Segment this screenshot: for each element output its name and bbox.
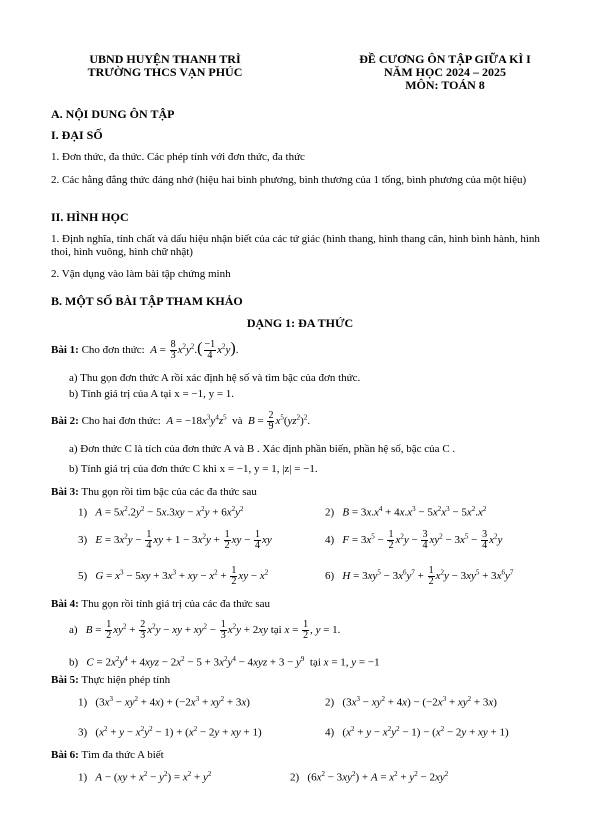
algebra-item-1: 1. Đơn thức, đa thức. Các phép tính với đơn thức, đa thức (51, 151, 305, 163)
exercise-2-b: b) Tính giá trị của đơn thức C khi x = −1, y = 1, |z| = −1. (69, 463, 318, 475)
exercise-5-3: 3) $(x^2 + y - x^2y^2 - 1) + (x^2 - 2y$ + xy + 1) (78, 725, 262, 739)
geometry-title: II. HÌNH HỌC (51, 210, 129, 224)
exercise-4-b: b) $C = 2x^2y^4 + 4xyz - 2x^2 - 5 + 3x^2y^4 - 4xyz + 3 - y^9$ tại x = 1, y = −1 (69, 655, 380, 669)
exercise-1-b: b) Tính giá trị của A tại x = −1, y = 1. (69, 388, 235, 400)
exercise-6-1: 1) $A - (xy + x^2 - y^2) = x^2 + y^2$ (78, 770, 212, 784)
exercise-4: Bài 4: Thu gọn rồi tính giá trị của các đa thức sau (51, 598, 270, 610)
section-b-title: B. MỘT SỐ BÀI TẬP THAM KHẢO (51, 294, 243, 308)
exercise-3-4: 4) $F = 3x^5$ − $\frac{1}{2}$ $x^2y$ − $\frac{3}{4}$ $xy^2 - 3x^5$ − $\frac{3}{4}$ $x^2y$ (325, 529, 503, 551)
exercise-1: Bài 1: Cho đơn thức: A = $\frac{8}{3}$ $x^2y^2$.( $\frac{-1}{4}$ $x^2y$). (51, 339, 239, 361)
exercise-5: Bài 5: Thực hiện phép tính (51, 674, 171, 686)
school-year: NĂM HỌC 2024 – 2025 (384, 65, 506, 79)
exercise-2-a: a) Đơn thức C là tích của đơn thức A và B . Xác định phần biến, phần hệ số, bậc của C . (69, 443, 456, 455)
exercise-1-a: a) Thu gọn đơn thức A rồi xác định hệ số và tìm bậc của đơn thức. (69, 372, 361, 384)
form-1-title: DẠNG 1: ĐA THỨC (246, 316, 354, 330)
exercise-5-4: 4) $(x^2 + y - x^2y^2 - 1) - (x^2 - 2y$ + xy + 1) (325, 725, 509, 739)
section-a-title: A. NỘI DUNG ÔN TẬP (51, 107, 175, 121)
doc-title: ĐỀ CƯƠNG ÔN TẬP GIỮA KÌ I (359, 52, 531, 66)
geometry-item-2: 2. Vận dụng vào làm bài tập chứng minh (51, 268, 231, 280)
exercise-6-2: 2) $(6x^2 - 3xy^2) + A = x^2 + y^2 - 2xy^2$ (290, 770, 449, 784)
algebra-title: I. ĐẠI SỐ (51, 128, 103, 142)
exercise-3-6: 6) $H = 3xy^5 - 3x^6y^7$ + $\frac{1}{2}$ $x^2y - 3xy^5 + 3x^6y^7$ (325, 565, 514, 587)
exercise-3-2: 2) $B = 3x.x^4 + 4x.x^3 - 5x^2x^3 - 5x^2.x^2$ (325, 505, 487, 519)
algebra-item-2: 2. Các hằng đẳng thức đáng nhớ (hiệu hai bình phương, bình thương của 1 tổng, bình phương của một hiệu) (51, 174, 527, 186)
subject: MÔN: TOÁN 8 (405, 78, 485, 92)
school-name: TRƯỜNG THCS VẠN PHÚC (87, 65, 243, 79)
exercise-2: Bài 2: Cho hai đơn thức: $A = -18x^3y^4z^5$ và B = $\frac{2}{9}$ $x^5(yz^2)^2$. (51, 410, 311, 432)
exercise-3-1: 1) $A = 5x^2.2y^2 - 5x.3xy - x^2y + 6x^2y^2$ (78, 505, 244, 519)
exercise-5-2: 2) $(3x^3 - xy^2 + 4x) - (-2x^3 + xy^2 + 3x)$ (325, 695, 497, 709)
exercise-3-5: 5) $G = x^3 - 5xy + 3x^3$ + xy − $x^2$ + $\frac{1}{2}$ xy − $x^2$ (78, 565, 269, 587)
org-name: UBND HUYỆN THANH TRÌ (89, 52, 241, 66)
exercise-3-3: 3) $E = 3x^2y$ − $\frac{1}{4}$ xy + $1 - 3x^2y$ + $\frac{1}{2}$ xy − $\frac{1}{4}$ xy (78, 529, 272, 551)
exercise-5-1: 1) $(3x^3 - xy^2 + 4x) + (-2x^3 + xy^2 + 3x)$ (78, 695, 250, 709)
exercise-4-a: a) B = $\frac{1}{2}$ $xy^2$ + $\frac{2}{3}$ $x^2y$ − xy + $xy^2$ − $\frac{1}{3}$ $x^2y + 2xy$ tại x = $\frac{1}{2}$ , y = 1. (69, 619, 341, 641)
geometry-item-1: 1. Định nghĩa, tính chất và dấu hiệu nhận biết của các tứ giác (hình thang, hình thang cân, hình bình hành, hình thoi, hình vuông, hình chữ nhật) (51, 233, 540, 258)
exercise-6: Bài 6: Tìm đa thức A biết (51, 749, 164, 761)
exercise-3: Bài 3: Thu gọn rồi tìm bậc của các đa thức sau (51, 486, 257, 498)
